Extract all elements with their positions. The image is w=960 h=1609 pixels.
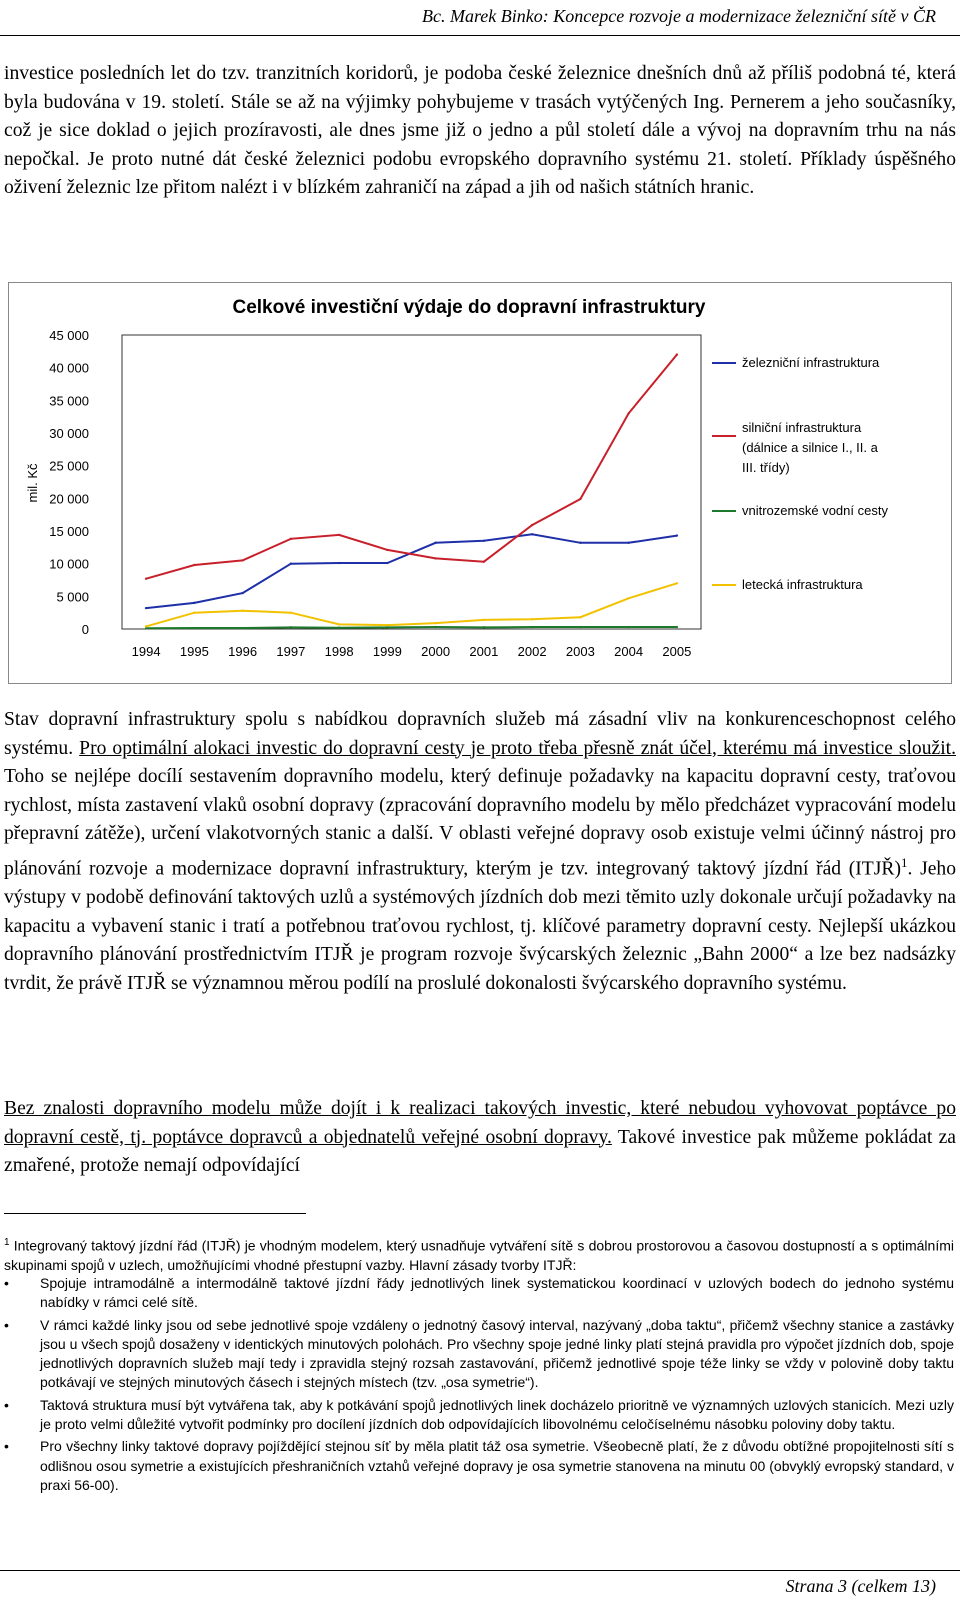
- data-point: [338, 562, 340, 564]
- y-tick-label: 25 000: [49, 458, 89, 474]
- paragraph-2-d: . Jeho výstupy v podobě definování taktových uzlů a systémových jízdních dob mezi těmito uzly dokonale určují požadavky na kapacitu a vybavení stanic i tratí a potřebnou traťovou rychlost, tj. klíčové parametry dopravní cesty. Nejlepší ukázkou dopravního plánování prostřednictvím ITJŘ je program rozvoje švýcarských železnic „Bahn 2000“ a lze bez nadsázky tvrdit, že právě ITJŘ se významnou měrou podílí na proslulé dokonalosti švýcarského dopravního systému.: [4, 858, 956, 994]
- data-point: [579, 616, 581, 618]
- series-line-1: [146, 355, 677, 579]
- data-point: [579, 542, 581, 544]
- footnote-bullet-item: [4, 1274, 954, 1313]
- data-point: [241, 627, 243, 629]
- data-point: [434, 622, 436, 624]
- y-tick-label: 15 000: [49, 524, 89, 539]
- data-point: [145, 607, 147, 609]
- series-line-3: [146, 583, 677, 626]
- footer-rule: [0, 1570, 960, 1571]
- data-point: [241, 559, 243, 561]
- paragraph-3: [4, 1095, 956, 1181]
- header-rule: [0, 35, 960, 36]
- paragraph-3-underlined: Bez znalosti dopravního modelu může dojít i k realizaci takových investic, které nebudou vyhovovat poptávce po dopravní cestě, tj. poptávce dopravců a objednatelů veřejné osobní dopravy.: [4, 1098, 956, 1148]
- x-tick-label: 2003: [565, 644, 595, 659]
- data-point: [531, 618, 533, 620]
- data-point: [386, 549, 388, 551]
- data-point: [193, 564, 195, 566]
- chart-title: Celkové investiční výdaje do dopravní infrastruktury: [232, 297, 706, 318]
- x-tick-label: 2000: [421, 644, 451, 659]
- data-point: [386, 624, 388, 626]
- data-point: [531, 626, 533, 628]
- paragraph-2-c: Toho se nejlépe docílí sestavením dopravního modelu, který definuje požadavky na kapacitu dopravní cesty, traťovou rychlost, místa zastavení vlaků osobní dopravy (zpracování dopravního modelu by mělo předcházet vypracování modelu přepravní zátěže), určení vlakotvorných stanic a další. V oblasti veřejné dopravy osob existuje velmi účinný nástroj pro plánování rozvoje a modernizace dopravní infrastruktury, kterým je tzv. integrovaný taktový jízdní řád (ITJŘ): [4, 766, 956, 880]
- data-point: [434, 542, 436, 544]
- y-tick-label: 5 000: [56, 589, 89, 605]
- bullet-icon: •: [4, 1275, 9, 1291]
- x-tick-label: 1996: [228, 644, 258, 659]
- bullet-icon: •: [4, 1438, 9, 1455]
- data-point: [627, 412, 629, 414]
- data-point: [627, 542, 629, 544]
- data-point: [676, 534, 678, 536]
- x-tick-label: 2004: [614, 644, 644, 659]
- paragraph-2: [4, 706, 956, 998]
- chart-frame: [8, 282, 952, 684]
- paragraph-2-a: Stav dopravní infrastruktury spolu s nabídkou dopravních služeb má zásadní vliv na konkurenceschopnost celého systému.: [4, 709, 956, 759]
- y-tick-label: 0: [81, 622, 89, 637]
- data-point: [627, 597, 629, 599]
- legend-label: vnitrozemské vodní cesty: [742, 503, 888, 518]
- data-point: [579, 626, 581, 628]
- page-footer: Strana 3 (celkem 13): [785, 1576, 936, 1596]
- data-point: [241, 610, 243, 612]
- paragraph-3-b: Takové investice pak můžeme pokládat za zmařené, protože nemají odpovídající: [4, 1126, 956, 1177]
- plot-area: [122, 335, 701, 629]
- data-point: [145, 625, 147, 627]
- data-point: [193, 611, 195, 613]
- y-tick-label: 40 000: [49, 360, 89, 376]
- data-point: [531, 533, 533, 535]
- footnote-bullet-text: Pro všechny linky taktové dopravy pojíždějící stejnou síť by měla platit táž osa symetrie. Všeobecně platí, že z důvodu obtížné propojitelnosti sítí s odlišnou osou symetrie a existujících přeshraničních vztahů veřejné dopravy je osa symetrie stanovena na minutu 00 (obvyklý evropský standard, v praxi 56-00).: [40, 1438, 954, 1493]
- data-point: [290, 538, 292, 540]
- data-point: [386, 626, 388, 628]
- data-point: [290, 626, 292, 628]
- footnote-bullet-text: Spojuje intramodálně a intermodálně taktové jízdní řády jednotlivých linek systematickou koordinací v uzlových bodech do jednoho systému nabídky v rámci celé sítě.: [40, 1275, 954, 1311]
- x-tick-label: 1994: [131, 644, 161, 659]
- footnote-reference[interactable]: 1: [901, 854, 908, 870]
- y-axis-label: mil. Kč: [25, 463, 40, 503]
- x-tick-label: 2005: [662, 644, 692, 659]
- footnote-bullet-list: [4, 1274, 954, 1498]
- investment-chart: [9, 283, 953, 685]
- legend-label: železniční infrastruktura: [742, 355, 880, 370]
- y-tick-label: 30 000: [49, 426, 89, 441]
- data-point: [434, 626, 436, 628]
- footnote-separator: [4, 1213, 306, 1214]
- y-tick-label: 35 000: [49, 393, 89, 409]
- data-point: [483, 626, 485, 628]
- data-point: [338, 623, 340, 625]
- data-point: [676, 626, 678, 628]
- bullet-icon: •: [4, 1316, 9, 1333]
- data-point: [338, 626, 340, 628]
- data-point: [145, 577, 147, 579]
- y-tick-label: 20 000: [49, 491, 89, 507]
- footnote-number: 1: [4, 1237, 10, 1248]
- data-point: [483, 561, 485, 563]
- data-point: [579, 498, 581, 500]
- footnote-bullet-item: [4, 1396, 954, 1435]
- data-point: [483, 540, 485, 542]
- x-tick-label: 1997: [276, 644, 306, 659]
- bullet-icon: •: [4, 1396, 9, 1413]
- y-tick-label: 45 000: [49, 328, 89, 343]
- data-point: [241, 592, 243, 594]
- data-point: [627, 626, 629, 628]
- x-tick-label: 1995: [179, 644, 209, 659]
- y-tick-label: 10 000: [49, 556, 89, 572]
- data-point: [290, 562, 292, 564]
- footnote-bullet-text: Taktová struktura musí být vytvářena tak, aby k potkávání spojů jednotlivých linek docházelo prioritně ve významných uzlových stanicích. Mezi uzly je proto velmi důležité vytvořit podmínky pro docílení jízdních dob odpovídajících libovolnému celočíselnému násobku poloviny doby taktu.: [40, 1396, 954, 1433]
- data-point: [193, 602, 195, 604]
- page-header: Bc. Marek Binko: Koncepce rozvoje a modernizace železniční sítě v ČR: [421, 6, 936, 26]
- footnote-intro-text: Integrovaný taktový jízdní řád (ITJŘ) je vhodným modelem, který usnadňuje vytváření sítě s dobrou prostorovou a časovou dostupností a s optimálními skupinami spojů v uzlech, umožňujícími vhodné přestupní vazby. Hlavní zásady tvorby ITJŘ:: [4, 1237, 954, 1273]
- legend-label: silniční infrastruktura (dálnice a silnice I., II. a III. třídy): [742, 420, 878, 475]
- series-line-2: [146, 627, 677, 628]
- footnote-bullet-item: [4, 1316, 954, 1393]
- data-point: [193, 627, 195, 629]
- data-point: [531, 524, 533, 526]
- footnote-bullet-text: V rámci každé linky jsou od sebe jednotlivé spoje vzdáleny o jednotný časový interval, nazývaný „doba taktu“, přičemž všechny stanice a zastávky jsou u všech spojů dosaženy v identických minutových polohách. Pro všechny spoje jedné linky platí stejná pravidla pro výpočet jízdních dob, spoje jednotlivých dopravních služeb mají tedy i zpravidla stejný rozsah zastavování, přičemž jednotlivé spoje téže linky se vždy v polovině doby taktu potkávají ve stejných minutových čásech i stejných místech (tzv. „osa symetrie“).: [40, 1316, 954, 1391]
- x-tick-label: 2001: [469, 644, 499, 659]
- data-point: [386, 562, 388, 564]
- paragraph-2-underlined: Pro optimální alokaci investic do dopravní cesty je proto třeba přesně znát účel, kterému má investice sloužit.: [79, 737, 956, 759]
- data-point: [676, 353, 678, 355]
- x-tick-label: 2002: [517, 644, 547, 659]
- x-tick-label: 1999: [372, 644, 402, 659]
- legend-label: letecká infrastruktura: [742, 577, 863, 592]
- footnote-intro: [4, 1233, 954, 1275]
- data-point: [676, 582, 678, 584]
- data-point: [290, 611, 292, 613]
- x-tick-label: 1998: [324, 644, 354, 659]
- data-point: [434, 557, 436, 559]
- series-line-0: [146, 534, 677, 608]
- footnote-bullet-item: [4, 1437, 954, 1495]
- data-point: [338, 534, 340, 536]
- paragraph-1: investice posledních let do tzv. tranzitních koridorů, je podoba české železnice dnešních dnů až příliš podobná té, která byla budována v 19. století. Stále se až na výjimky pohybujeme v trasách vytýčených Ing. Pernerem a jeho současníky, což je sice doklad o jejich prozíravosti, ale dnes jsme již o jedno a půl století dále a vývoj na dopravním trhu na nás nepočkal. Je proto nutné dát české železnici podobu evropského dopravního systému 21. století. Příklady úspěšného oživení železnic lze přitom nalézt i v blízkém zahraničí na západ a jih od našich státních hranic.: [4, 63, 956, 199]
- data-point: [483, 619, 485, 621]
